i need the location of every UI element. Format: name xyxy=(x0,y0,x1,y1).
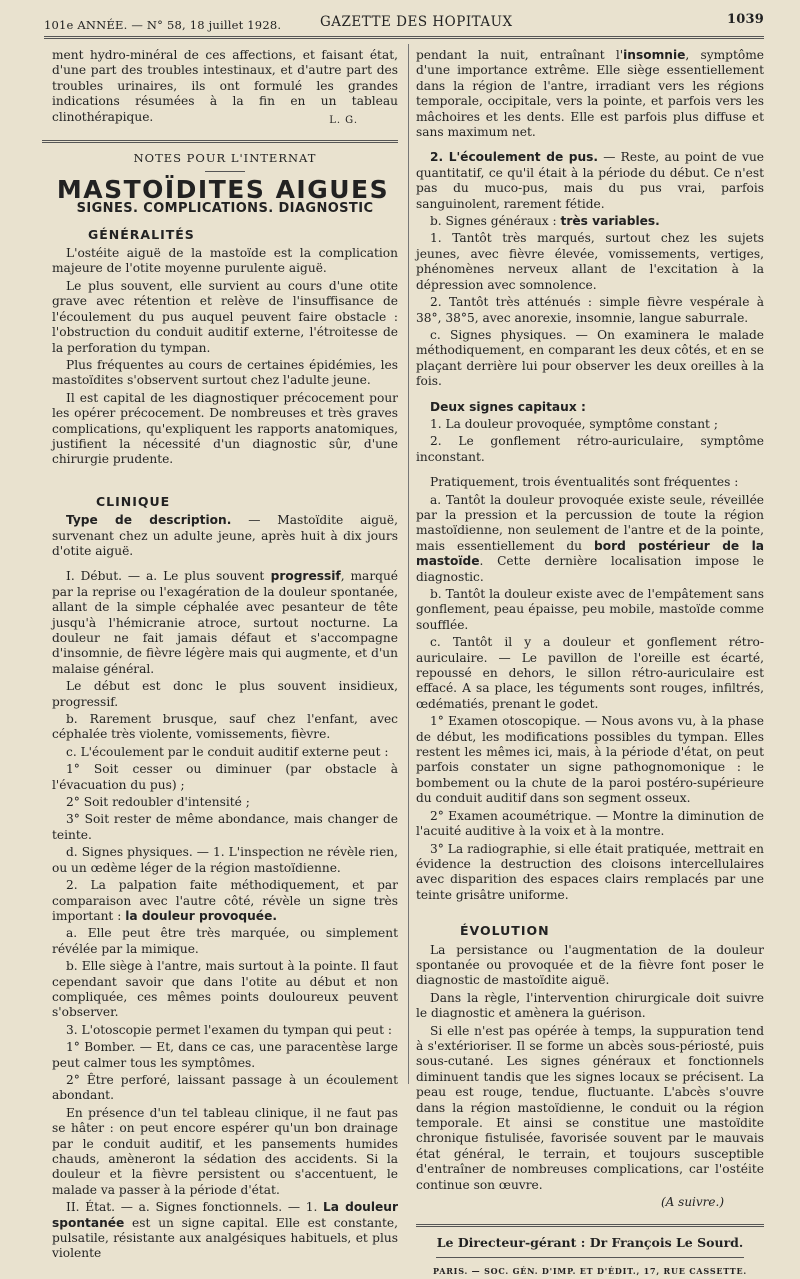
otoscopie-1: 1° Bomber. — Et, dans ce cas, une paracentèse large peut calmer tous les symptômes. xyxy=(52,1040,398,1070)
otoscopie-2: 2° Être perforé, laissant passage à un écoulement abondant. xyxy=(52,1072,398,1103)
capitaux-heading: Deux signes capitaux : xyxy=(430,399,586,414)
evolution-paragraph-3: Si elle n'est pas opérée à temps, la suppuration tend à s'extérioriser. Il se forme un abcès sous-périosté, puis sous-cutané. Les signes généraux et fonctionnels diminuent tandis que les signes locaux se précisent. La peau est rouge, tendue, fluctuante. L'abcès s'ouvre dans la région mastoïdienne, le conduit ou la région temporale. Et ainsi se constitue une mastoïdite chronique fistulisée, favorisée souvent par le mauvais état général, le terrain, et toujours susceptible d'entraîner de nombreuses complications, car l'ostéite continue son œuvre. xyxy=(416,1023,764,1192)
etat-text: est un signe capital. Elle est constante, pulsatile, résistante aux analgésiques habituels, et plus violente xyxy=(52,1215,398,1261)
main-title: MASTOÏDITES AIGUES xyxy=(56,174,390,204)
etat-lead: II. État. — a. Signes fonctionnels. — 1. xyxy=(66,1200,324,1215)
debut-c: c. L'écoulement par le conduit auditif externe peut : xyxy=(66,744,389,759)
debut-b: b. Rarement brusque, sauf chez l'enfant, avec céphalée très violente, vomissements, fièvre. xyxy=(52,712,398,742)
debut-c1: 1° Soit cesser ou diminuer (par obstacle à l'évacuation du pus) ; xyxy=(52,762,398,792)
prat-a-rest: . Cette dernière localisation impose le diagnostic. xyxy=(416,554,764,584)
type-text: — Mastoïdite aiguë, survenant chez un adulte jeune, après huit à dix jours d'otite aiguë. xyxy=(52,513,398,558)
section-evolution: ÉVOLUTION xyxy=(460,923,550,939)
debut-c2: 2° Soit redoubler d'intensité ; xyxy=(66,795,250,810)
ecoulement-lead: 2. L'écoulement de pus. xyxy=(430,150,599,165)
section-clinique: CLINIQUE xyxy=(96,493,171,509)
otoscopie: 3. L'otoscopie permet l'examen du tympan qui peut : xyxy=(66,1022,393,1037)
palpation-a: a. Elle peut être très marquée, ou simplement révélée par la mimique. xyxy=(52,926,398,956)
physiques-paragraph: c. Signes physiques. — On examinera le malade méthodiquement, en comparant les deux côtés, et en se plaçant derrière lui pour observer les deux oreilles à la fois. xyxy=(416,327,764,389)
p1-bold: insomnie xyxy=(623,48,686,62)
prat-a xyxy=(416,493,764,585)
debut-d: d. Signes physiques. — 1. L'inspection ne révèle rien, ou un œdème léger de la région mastoïdienne. xyxy=(52,845,398,875)
intro-paragraph: ment hydro-minéral de ces affections, et faisant état, d'une part des troubles intestinaux, et d'autre part des troubles urinaires, ils ont formulé les grandes indications résumées à la fin en un tableau clinothérapique. xyxy=(52,48,398,124)
left-column xyxy=(52,48,398,1264)
debut-c3: 3° Soit rester de même abondance, mais changer de teinte. xyxy=(52,812,398,842)
generalites-paragraph-4: Il est capital de les diagnostiquer précocement pour les opérer précocement. De nombreuses et très graves complications, qu'expliquent les rapports anatomiques, justifient la nécessité d'un diagnostic sûr, d'une chirurgie prudente. xyxy=(52,390,398,467)
right-column xyxy=(416,48,764,1279)
page-number: 1039 xyxy=(727,12,764,27)
journal-title: GAZETTE DES HOPITAUX xyxy=(320,14,513,30)
type-lead: Type de description. xyxy=(66,513,232,528)
palpation-b: b. Elle siège à l'antre, mais surtout à la pointe. Il faut cependant savoir que dans l'otite au début et non compliquée, ces mêmes points douloureux peuvent s'observer. xyxy=(52,959,398,1020)
a-suivre: (A suivre.) xyxy=(661,1195,724,1210)
prat-b: b. Tantôt la douleur existe avec de l'empâtement sans gonflement, peau épaisse, peu mobile, mastoïde comme soufflée. xyxy=(416,587,764,632)
short-rule xyxy=(205,171,245,172)
p1-start: pendant la nuit, entraînant l' xyxy=(416,48,624,62)
generaux-1: 1. Tantôt très marqués, surtout chez les sujets jeunes, avec fièvre élevée, vomissements, vertiges, phénomènes nerveux allant de l'excitation à la dépression avec somnolence. xyxy=(416,231,764,292)
generalites-paragraph-3: Plus fréquentes au cours de certaines épidémies, les mastoïdites s'observent surtout chez l'adulte jeune. xyxy=(52,357,398,388)
palpation-paragraph xyxy=(52,878,398,924)
header-rule xyxy=(44,36,764,39)
generaux-2: 2. Tantôt très atténués : simple fièvre vespérale à 38°, 38°5, avec anorexie, insomnie, langue saburrale. xyxy=(416,295,764,325)
capitaux-1: 1. La douleur provoquée, symptôme constant ; xyxy=(430,416,718,431)
debut-text: , marqué par la reprise ou l'exagération de la douleur spontanée, allant de la simple céphalée avec pesanteur de tête jusqu'à l'hémicranie atroce, surtout nocturne. La douleur ne fait jamais défaut et s'accompagne d'insomnie, de fièvre légère mais qui augmente, et d'un malaise général. xyxy=(52,569,399,676)
debut-bold: progressif xyxy=(264,569,341,584)
article-separator xyxy=(42,140,398,143)
debut-paragraph xyxy=(52,569,398,677)
intro-signature: L. G. xyxy=(329,115,358,127)
footer-thin-rule xyxy=(436,1257,744,1258)
palpation-text: 2. La palpation faite méthodiquement, et par comparaison avec l'autre côté, révèle un signe très important : xyxy=(52,878,398,923)
radiographie: 3° La radiographie, si elle était pratiquée, mettrait en évidence la destruction des cloisons intercellulaires avec disparition des espaces clairs remplacés par une teinte grisâtre uniforme. xyxy=(416,841,764,902)
page-header xyxy=(44,8,764,36)
palpation-bold: la douleur provoquée. xyxy=(125,908,277,923)
exam-acoumetrique: 2° Examen acoumétrique. — Montre la diminution de l'acuité auditive à la voix et à la montre. xyxy=(416,808,764,839)
generaux-bold: très variables. xyxy=(560,214,660,229)
generalites-paragraph-1: L'ostéite aiguë de la mastoïde est la complication majeure de l'otite moyenne purulente aiguë. xyxy=(52,246,398,276)
subtitle: SIGNES. COMPLICATIONS. DIAGNOSTIC xyxy=(76,201,374,217)
generaux-lead: b. Signes généraux : xyxy=(430,214,561,229)
pratiquement: Pratiquement, trois éventualités sont fréquentes : xyxy=(430,475,739,490)
printer-line: PARIS. — SOC. GÉN. D'IMP. ET D'ÉDIT., 17, RUE CASSETTE. xyxy=(432,1265,747,1276)
evolution-paragraph-1: La persistance ou l'augmentation de la douleur spontanée ou provoquée et de la fièvre font poser le diagnostic de mastoïdite aiguë. xyxy=(416,942,764,988)
presence-paragraph: En présence d'un tel tableau clinique, il ne faut pas se hâter : on peut encore espérer qu'un bon drainage par le conduit auditif, et les pansements humides chauds, amèneront la sédation des accidents. Si la douleur et la fièvre persistent ou s'accentuent, le malade va passer à la période d'état. xyxy=(52,1105,398,1197)
etat-bold: La douleur spontanée xyxy=(52,1200,398,1230)
debut-paragraph-2: Le début est donc le plus souvent insidieux, progressif. xyxy=(52,679,398,709)
ecoulement-text: — Reste, au point de vue quantitatif, ce qu'il était à la période du début. Ce n'est pas du muco-pus, mais du pus vrai, parfois sanguinolent, rarement fétide. xyxy=(416,150,765,211)
exam-otoscopique: 1° Examen otoscopique. — Nous avons vu, à la phase de début, les modifications possibles du tympan. Elles restent les mêmes ici, mais, à la période d'état, on peut parfois constater un signe pathognomonique : le bombement ou la chute de la paroi postéro-supérieure du conduit auditif dans son segment osseux. xyxy=(416,714,764,806)
generalites-paragraph-2: Le plus souvent, elle survient au cours d'une otite grave avec rétention et relève de l'insuffisance de l'écoulement du pus auquel peuvent faire obstacle : l'obstruction du conduit auditif externe, l'étroitesse de la perforation du tympan. xyxy=(52,278,398,355)
section-generalites: GÉNÉRALITÉS xyxy=(88,226,195,242)
prat-a-text: a. Tantôt la douleur provoquée existe seule, réveillée par la pression et la percussion de toute la région mastoïdienne, non seulement de l'antre et de la pointe, mais essentiellement du xyxy=(416,492,764,553)
type-description xyxy=(52,513,398,559)
ecoulement-paragraph xyxy=(416,150,764,212)
director-line: Le Directeur-gérant : Dr François Le Sourd. xyxy=(436,1235,744,1251)
etat-paragraph xyxy=(52,1200,398,1262)
evolution-paragraph-2: Dans la règle, l'intervention chirurgicale doit suivre le diagnostic et amènera la guérison. xyxy=(416,990,764,1021)
prat-a-bold: bord postérieur de la mastoïde xyxy=(416,538,764,569)
prat-c: c. Tantôt il y a douleur et gonflement rétro-auriculaire. — Le pavillon de l'oreille est écarté, repoussé en dehors, le sillon rétro-auriculaire est effacé. A sa place, les téguments sont rouges, infiltrés, œdématiés, prenant le godet. xyxy=(416,635,764,711)
generaux-heading xyxy=(416,214,764,229)
footer-rule xyxy=(416,1224,764,1227)
p1-rest: , symptôme d'une importance extrême. Elle siège essentiellement dans la région de l'antre, irradiant vers les régions temporale, occipitale, vers la pointe, et parfois vers les mâchoires et les dents. Elle est parfois plus diffuse et sans maximum net. xyxy=(416,48,764,140)
issue-info: 101e ANNÉE. — N° 58, 18 juillet 1928. xyxy=(44,18,282,32)
capitaux-2: 2. Le gonflement rétro-auriculaire, symptôme inconstant. xyxy=(416,434,764,464)
debut-lead: I. Début. — a. Le plus souvent xyxy=(66,569,265,584)
insomnie-paragraph xyxy=(416,48,764,140)
notes-heading: NOTES POUR L'INTERNAT xyxy=(133,151,317,166)
column-divider xyxy=(408,44,409,1084)
